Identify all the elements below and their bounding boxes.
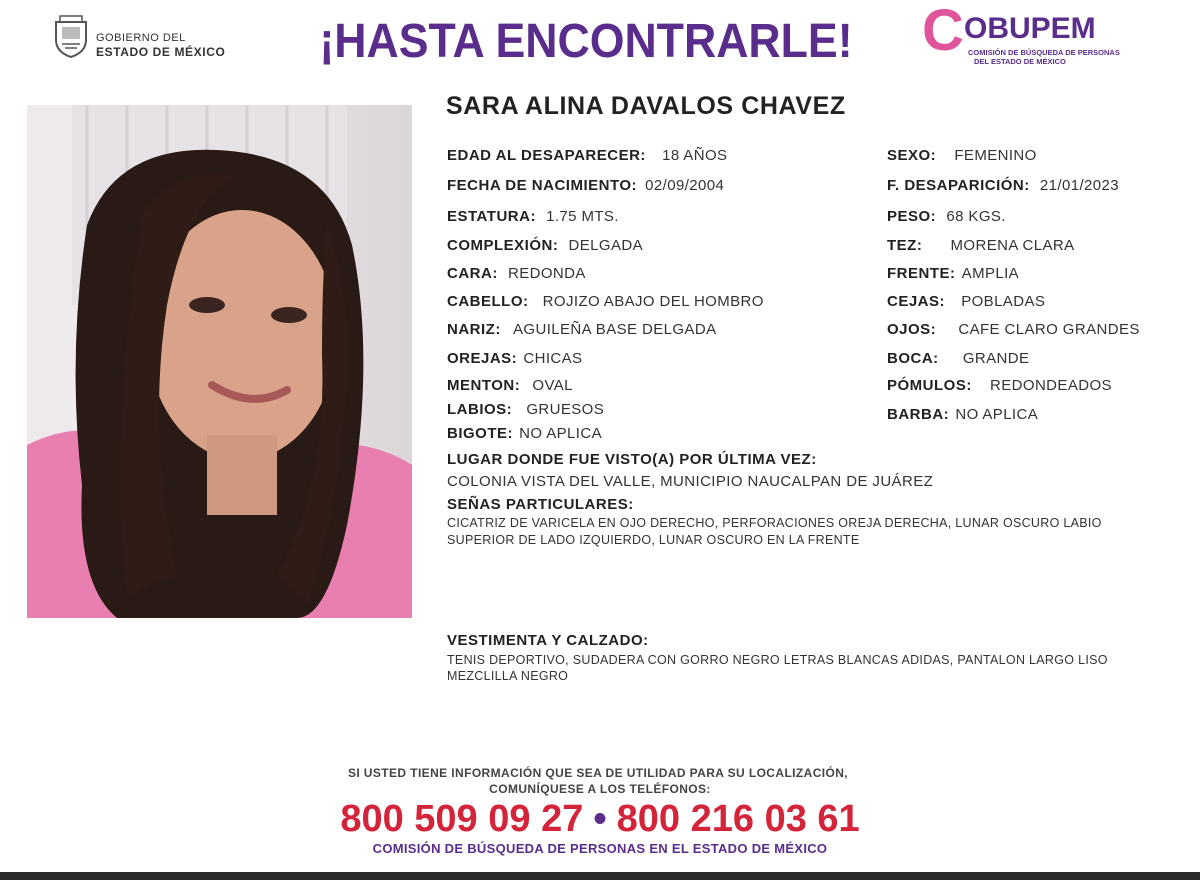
field-value: 68 KGS. — [946, 208, 1006, 225]
field-label: BARBA: — [887, 406, 950, 423]
field-face — [447, 265, 586, 282]
cobupem-subtitle-line2: DEL ESTADO DE MÉXICO — [974, 57, 1066, 66]
person-name: SARA ALINA DAVALOS CHAVEZ — [446, 92, 846, 120]
field-value: AGUILEÑA BASE DELGADA — [513, 321, 717, 338]
footer-commission-name: COMISIÓN DE BÚSQUEDA DE PERSONAS EN EL ESTADO DE MÉXICO — [372, 841, 828, 856]
field-build — [447, 237, 643, 254]
clothing-line2: MEZCLILLA NEGRO — [447, 669, 569, 683]
field-disappearance-date — [887, 177, 1119, 194]
marks-label: SEÑAS PARTICULARES: — [447, 496, 634, 513]
phone-separator: • — [593, 798, 607, 840]
field-label: CEJAS: — [887, 293, 946, 310]
field-birthdate — [447, 177, 724, 194]
clothing-label: VESTIMENTA Y CALZADO: — [447, 632, 649, 649]
field-label: BOCA: — [887, 350, 939, 367]
footer-info-line2: COMUNÍQUESE A LOS TELÉFONOS: — [489, 782, 711, 796]
field-label: NARIZ: — [447, 321, 501, 338]
cobupem-logo — [922, 2, 1132, 72]
field-label: CABELLO: — [447, 293, 529, 310]
field-value: DELGADA — [568, 237, 644, 254]
field-label: CARA: — [447, 265, 498, 282]
field-value: CHICAS — [523, 350, 583, 367]
field-value: OVAL — [532, 377, 573, 394]
field-label: TEZ: — [887, 237, 923, 254]
field-sex — [887, 147, 1037, 164]
field-value: POBLADAS — [961, 293, 1046, 310]
last-seen-value: COLONIA VISTA DEL VALLE, MUNICIPIO NAUCALPAN DE JUÁREZ — [447, 473, 934, 490]
last-seen-label: LUGAR DONDE FUE VISTO(A) POR ÚLTIMA VEZ: — [447, 451, 817, 468]
marks-line1: CICATRIZ DE VARICELA EN OJO DERECHO, PERFORACIONES OREJA DERECHA, LUNAR OSCURO LABIO — [447, 516, 1102, 530]
field-height — [447, 208, 619, 225]
field-label: EDAD AL DESAPARECER: — [447, 147, 646, 164]
field-label: COMPLEXIÓN: — [447, 237, 559, 254]
field-label: PESO: — [887, 208, 937, 225]
cobupem-logo-text: OBUPEM — [964, 12, 1096, 45]
field-value: CAFE CLARO GRANDES — [958, 321, 1140, 338]
field-mustache — [447, 425, 602, 442]
phone-number-1[interactable]: 800 509 09 27 — [340, 798, 584, 840]
cobupem-logo-initial: C — [922, 0, 964, 63]
field-label: SEXO: — [887, 147, 937, 164]
field-label: PÓMULOS: — [887, 377, 972, 394]
field-label: FRENTE: — [887, 265, 956, 282]
field-weight — [887, 208, 1006, 225]
field-label: BIGOTE: — [447, 425, 513, 442]
field-nose — [447, 321, 716, 338]
field-ears — [447, 350, 582, 367]
marks-line2: SUPERIOR DE LADO IZQUIERDO, LUNAR OSCURO EN LA FRENTE — [447, 533, 860, 547]
gov-logo — [52, 14, 252, 64]
field-value: 02/09/2004 — [645, 177, 725, 194]
field-complexion — [887, 237, 1075, 254]
cobupem-subtitle-line1: COMISIÓN DE BÚSQUEDA DE PERSONAS — [968, 48, 1120, 57]
field-label: LABIOS: — [447, 401, 513, 418]
field-value: GRUESOS — [526, 401, 605, 418]
field-label: FECHA DE NACIMIENTO: — [447, 177, 637, 194]
gov-name-line1: GOBIERNO DEL — [96, 32, 186, 44]
person-photo — [27, 105, 412, 618]
field-label: MENTON: — [447, 377, 521, 394]
field-label: OJOS: — [887, 321, 937, 338]
clothing-line1: TENIS DEPORTIVO, SUDADERA CON GORRO NEGRO LETRAS BLANCAS ADIDAS, PANTALON LARGO LISO — [447, 653, 1108, 667]
field-beard — [887, 406, 1038, 423]
field-eyes — [887, 321, 1140, 338]
field-value: FEMENINO — [954, 147, 1037, 164]
field-value: REDONDEADOS — [990, 377, 1112, 394]
field-age — [447, 147, 727, 164]
footer-info-line1: SI USTED TIENE INFORMACIÓN QUE SEA DE UTILIDAD PARA SU LOCALIZACIÓN, — [347, 766, 849, 780]
field-value: 1.75 MTS. — [546, 208, 619, 225]
state-seal-icon — [52, 14, 90, 58]
bottom-bar — [0, 872, 1200, 880]
field-value: MORENA CLARA — [950, 237, 1075, 254]
phone-number-2[interactable]: 800 216 03 61 — [616, 798, 860, 840]
field-value: NO APLICA — [519, 425, 602, 442]
field-value: 18 AÑOS — [662, 147, 728, 164]
field-value: GRANDE — [962, 350, 1030, 367]
field-forehead — [887, 265, 1019, 282]
field-value: NO APLICA — [955, 406, 1039, 423]
field-value: 21/01/2023 — [1039, 177, 1119, 194]
gov-name-line2: ESTADO DE MÉXICO — [96, 45, 226, 59]
field-cheekbones — [887, 377, 1112, 394]
field-label: OREJAS: — [447, 350, 518, 367]
headline: ¡HASTA ENCONTRARLE! — [319, 15, 853, 68]
field-label: ESTATURA: — [447, 208, 536, 225]
field-chin — [447, 377, 573, 394]
field-mouth — [887, 350, 1029, 367]
field-value: AMPLIA — [961, 265, 1020, 282]
field-value: REDONDA — [508, 265, 586, 282]
field-value: ROJIZO ABAJO DEL HOMBRO — [542, 293, 764, 310]
phone-numbers — [0, 798, 1200, 841]
field-label: F. DESAPARICIÓN: — [887, 177, 1030, 194]
field-hair — [447, 293, 764, 310]
field-eyebrows — [887, 293, 1045, 310]
field-lips — [447, 401, 604, 418]
